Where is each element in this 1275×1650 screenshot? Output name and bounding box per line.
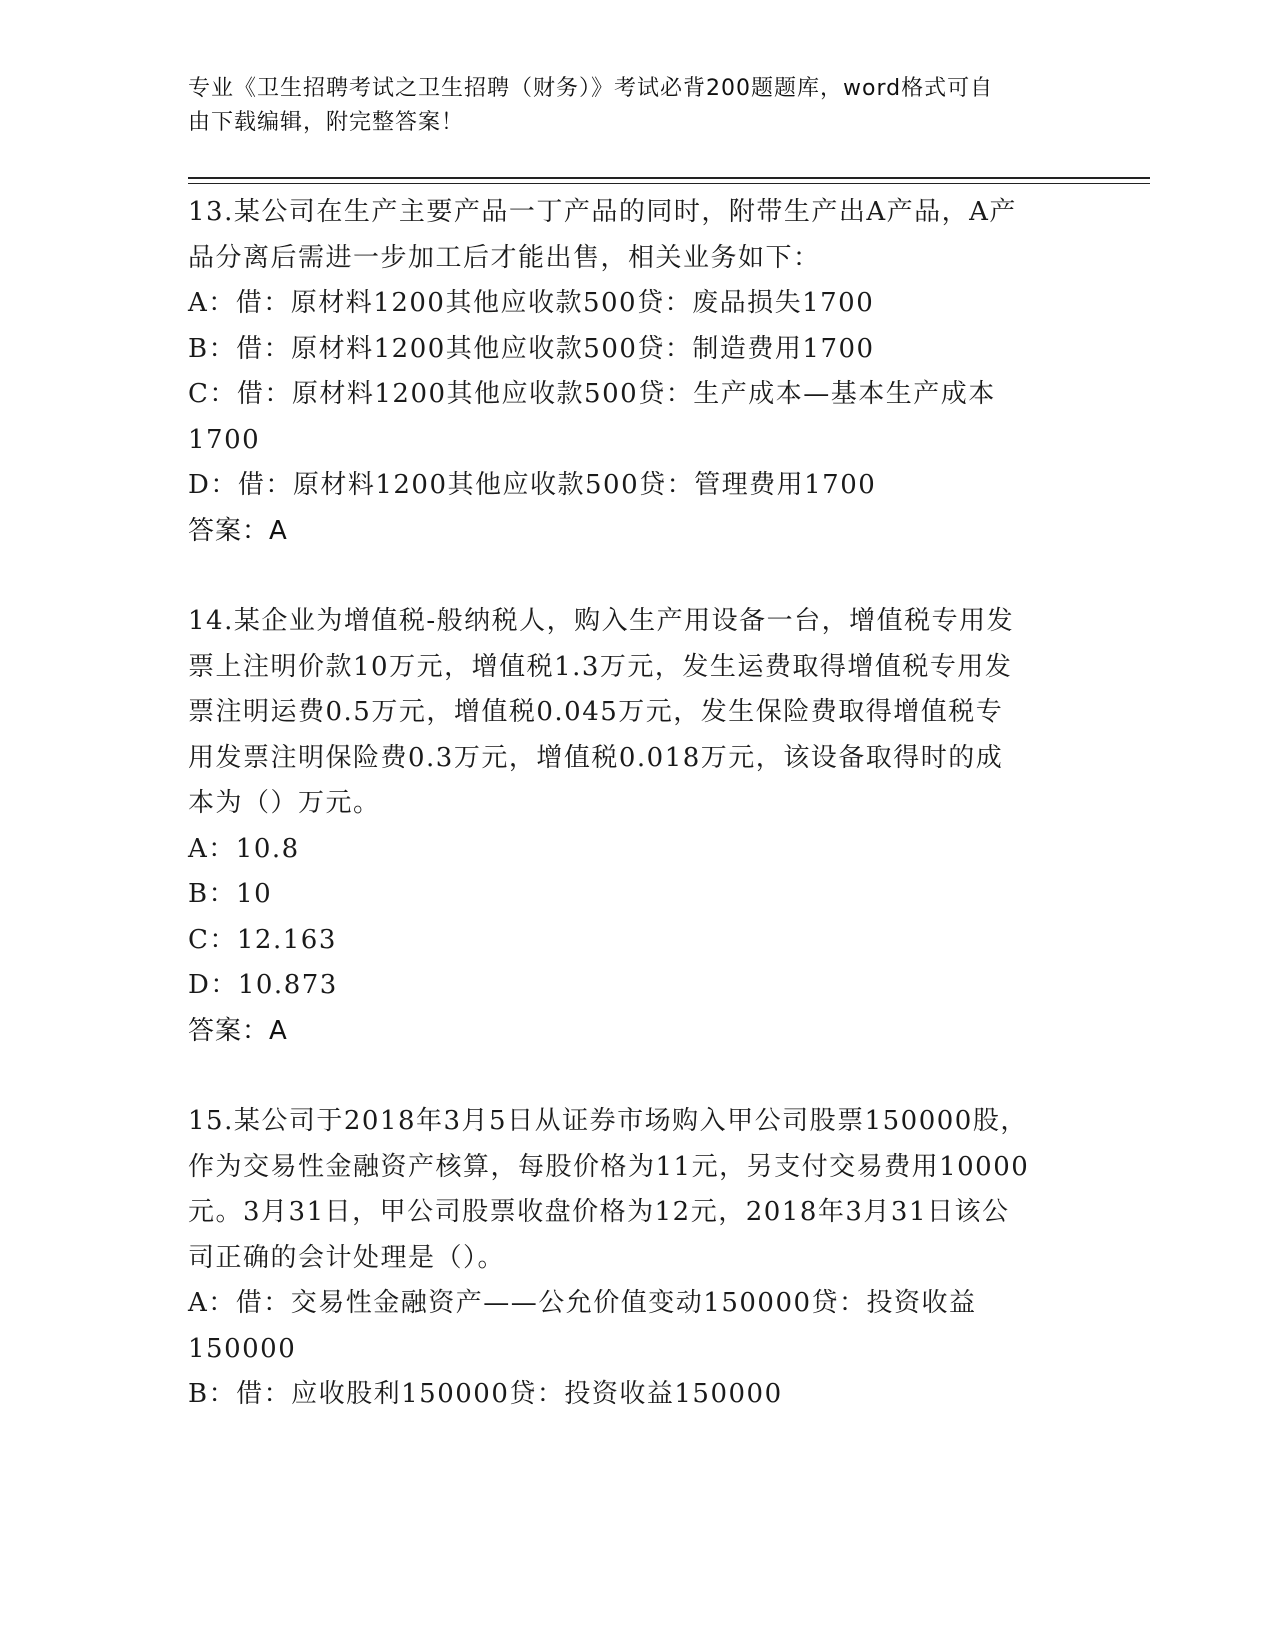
question-13 [188, 190, 1068, 554]
question-stem-line: 司正确的会计处理是（）。 [188, 1242, 506, 1273]
option-c: C：12.163 [188, 924, 337, 955]
answer-label: 答案：A [188, 1015, 288, 1046]
header-divider-thick [188, 177, 1150, 179]
option-a: A：借：交易性金融资产——公允价值变动150000贷：投资收益 [188, 1288, 977, 1318]
question-list [188, 190, 1068, 1418]
option-b: B：借：原材料1200其他应收款500贷：制造费用1700 [188, 333, 875, 364]
option-b: B：10 [188, 879, 273, 909]
option-b: B：借：应收股利150000贷：投资收益150000 [188, 1379, 783, 1409]
question-spacer [188, 1054, 1068, 1099]
header-divider-thin [188, 183, 1150, 184]
option-a: A：借：原材料1200其他应收款500贷：废品损失1700 [188, 288, 875, 318]
question-stem-line: 票上注明价款10万元，增值税1.3万元，发生运费取得增值税专用发 [188, 651, 1013, 682]
question-spacer [188, 554, 1068, 599]
question-stem-line: 票注明运费0.5万元，增值税0.045万元，发生保险费取得增值税专 [188, 697, 1004, 727]
option-d: D：10.873 [188, 970, 338, 1000]
question-stem-line: 元。3月31日，甲公司股票收盘价格为12元，2018年3月31日该公 [188, 1197, 1010, 1227]
option-c-continued: 1700 [188, 424, 261, 455]
answer-label: 答案：A [188, 515, 288, 546]
question-15 [188, 1099, 1068, 1418]
option-a-continued: 150000 [188, 1333, 297, 1364]
header-line-1: 专业《卫生招聘考试之卫生招聘（财务）》考试必背200题题库，word格式可自 [188, 76, 994, 101]
option-a: A：10.8 [188, 833, 300, 864]
question-stem-line: 15.某公司于2018年3月5日从证券市场购入甲公司股票150000股， [188, 1106, 1028, 1136]
question-stem-line: 作为交易性金融资产核算，每股价格为11元，另支付交易费用10000 [188, 1151, 1030, 1182]
question-stem-line: 14.某企业为增值税-般纳税人，购入生产用设备一台，增值税专用发 [188, 606, 1015, 636]
question-stem-line: 13.某公司在生产主要产品一丁产品的同时，附带生产出A产品，A产 [188, 197, 1017, 227]
question-stem-line: 品分离后需进一步加工后才能出售，相关业务如下： [188, 242, 821, 273]
document-header [188, 72, 1078, 140]
question-stem-line: 用发票注明保险费0.3万元，增值税0.018万元，该设备取得时的成 [188, 742, 1004, 773]
option-c: C：借：原材料1200其他应收款500贷：生产成本—基本生产成本 [188, 379, 996, 409]
question-14 [188, 599, 1068, 1054]
question-stem-line: 本为（）万元。 [188, 788, 381, 818]
header-line-2: 由下载编辑，附完整答案！ [188, 110, 465, 135]
option-d: D：借：原材料1200其他应收款500贷：管理费用1700 [188, 470, 877, 500]
